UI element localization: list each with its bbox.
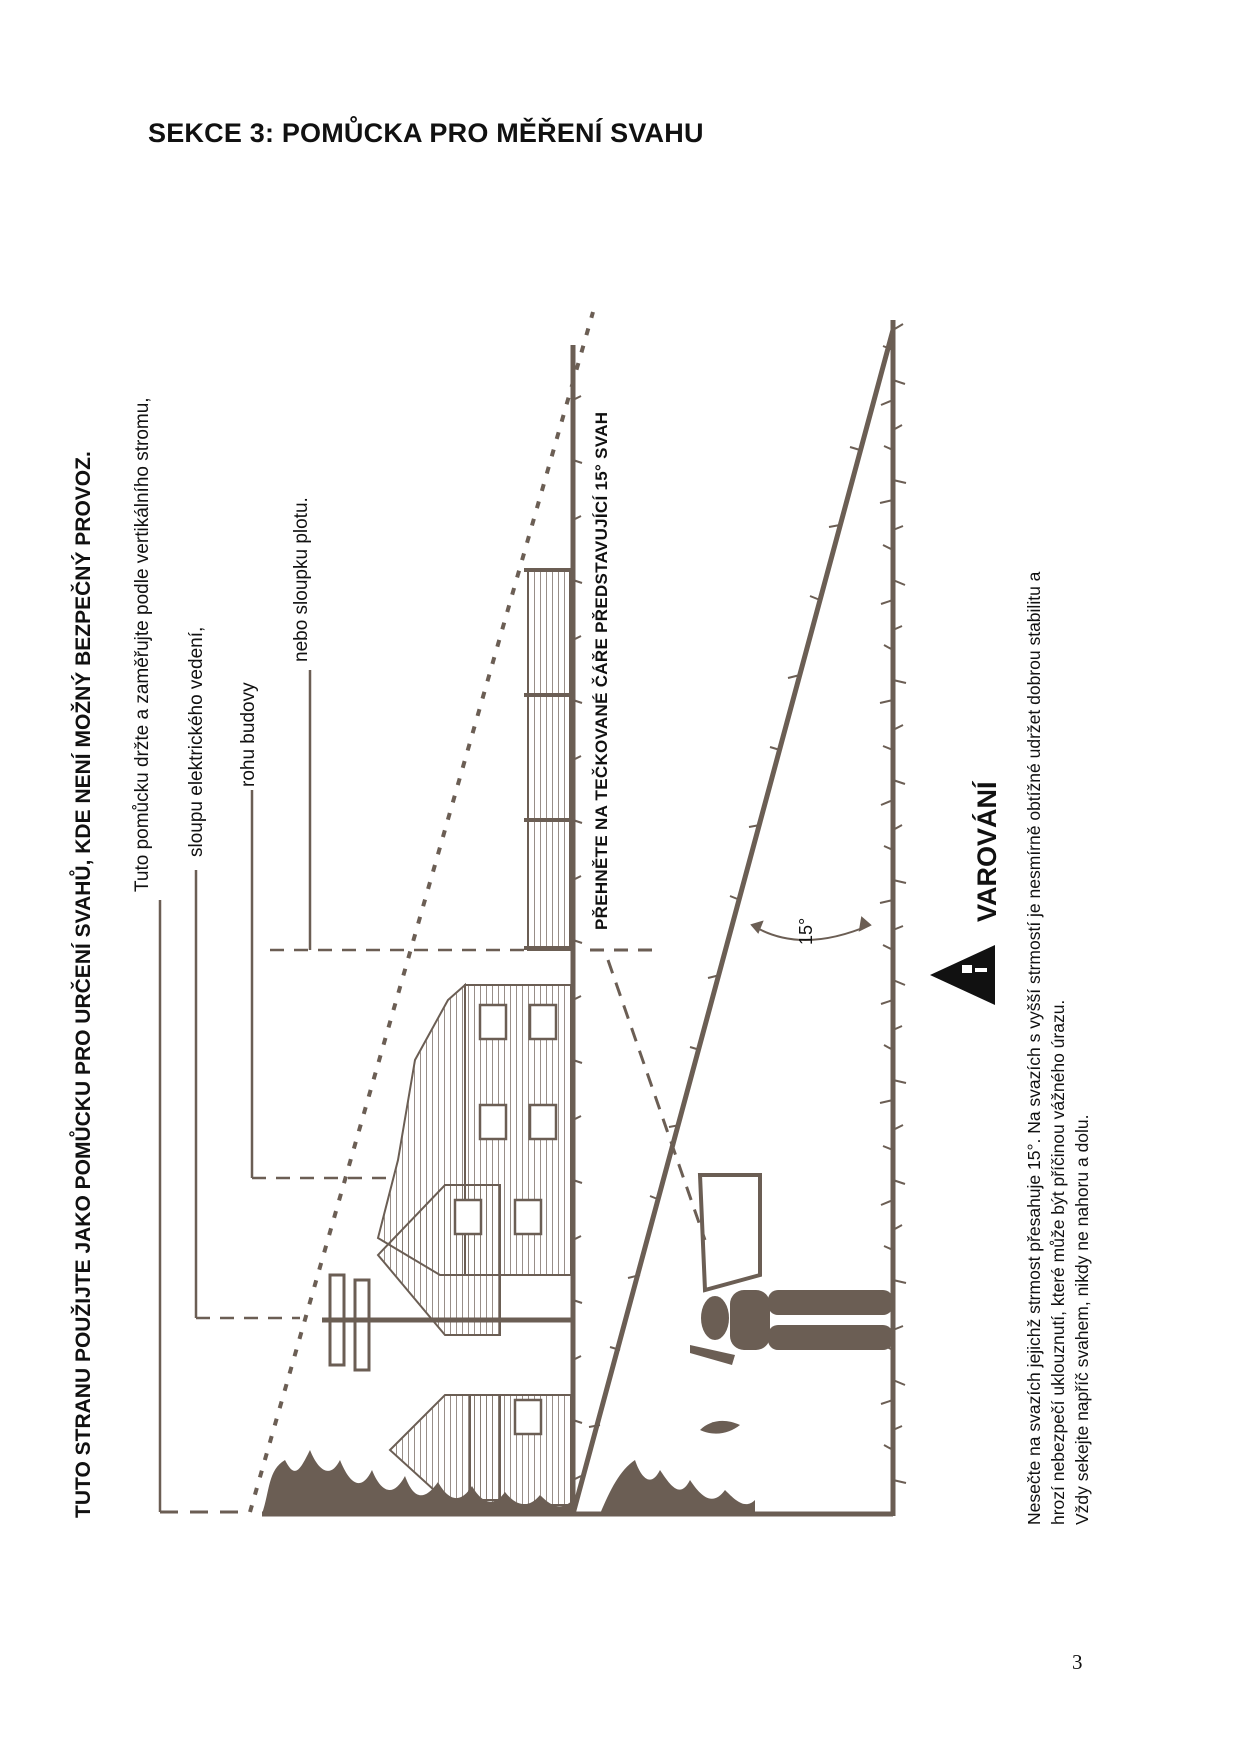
warning-text-line-3: Vždy sekejte napříč svahem, nikdy ne nahoru a dolu.: [1072, 1114, 1092, 1525]
person-figure: [690, 1290, 893, 1365]
instructions-heading: TUTO STRANU POUŽIJTE JAKO POMŮCKU PRO URČENÍ SVAHŮ, KDE NENÍ MOŽNÝ BEZPEČNÝ PROVOZ.: [72, 451, 95, 1518]
instruction-line-2: sloupu elektrického vedení,: [186, 626, 207, 857]
warning-text-line-1: Nesečte na svazích jejichž strmost přesahuje 15°. Na svazích s vyšší strmostí je nesmírně obtížné udržet dobrou stabilitu a: [1024, 571, 1044, 1525]
instruction-line-1: Tuto pomůcku držte a zaměřujte podle vertikálního stromu,: [132, 397, 153, 892]
angle-label: 15°: [796, 917, 816, 945]
page-number: 3: [1072, 1650, 1083, 1674]
instruction-line-3: rohu budovy: [238, 682, 259, 787]
house: [378, 985, 573, 1505]
instruction-line-4: nebo sloupku plotu.: [291, 497, 312, 662]
page-title: SEKCE 3: POMŮCKA PRO MĚŘENÍ SVAHU: [148, 118, 704, 148]
warning-title: VAROVÁNÍ: [972, 781, 1002, 922]
fence: [524, 570, 575, 950]
fold-instruction: PŘEHNĚTE NA TEČKOVANÉ ČÁŘE PŘEDSTAVUJÍCÍ 15° SVAH: [592, 411, 611, 930]
warning-text-line-2: hrozí nebezpečí uklouznutí, které může být příčinou vážného úrazu.: [1048, 999, 1068, 1525]
warning-triangle-icon: [930, 945, 995, 1005]
gauge-card: [700, 1175, 760, 1290]
fold-reference-line: [573, 345, 582, 1514]
